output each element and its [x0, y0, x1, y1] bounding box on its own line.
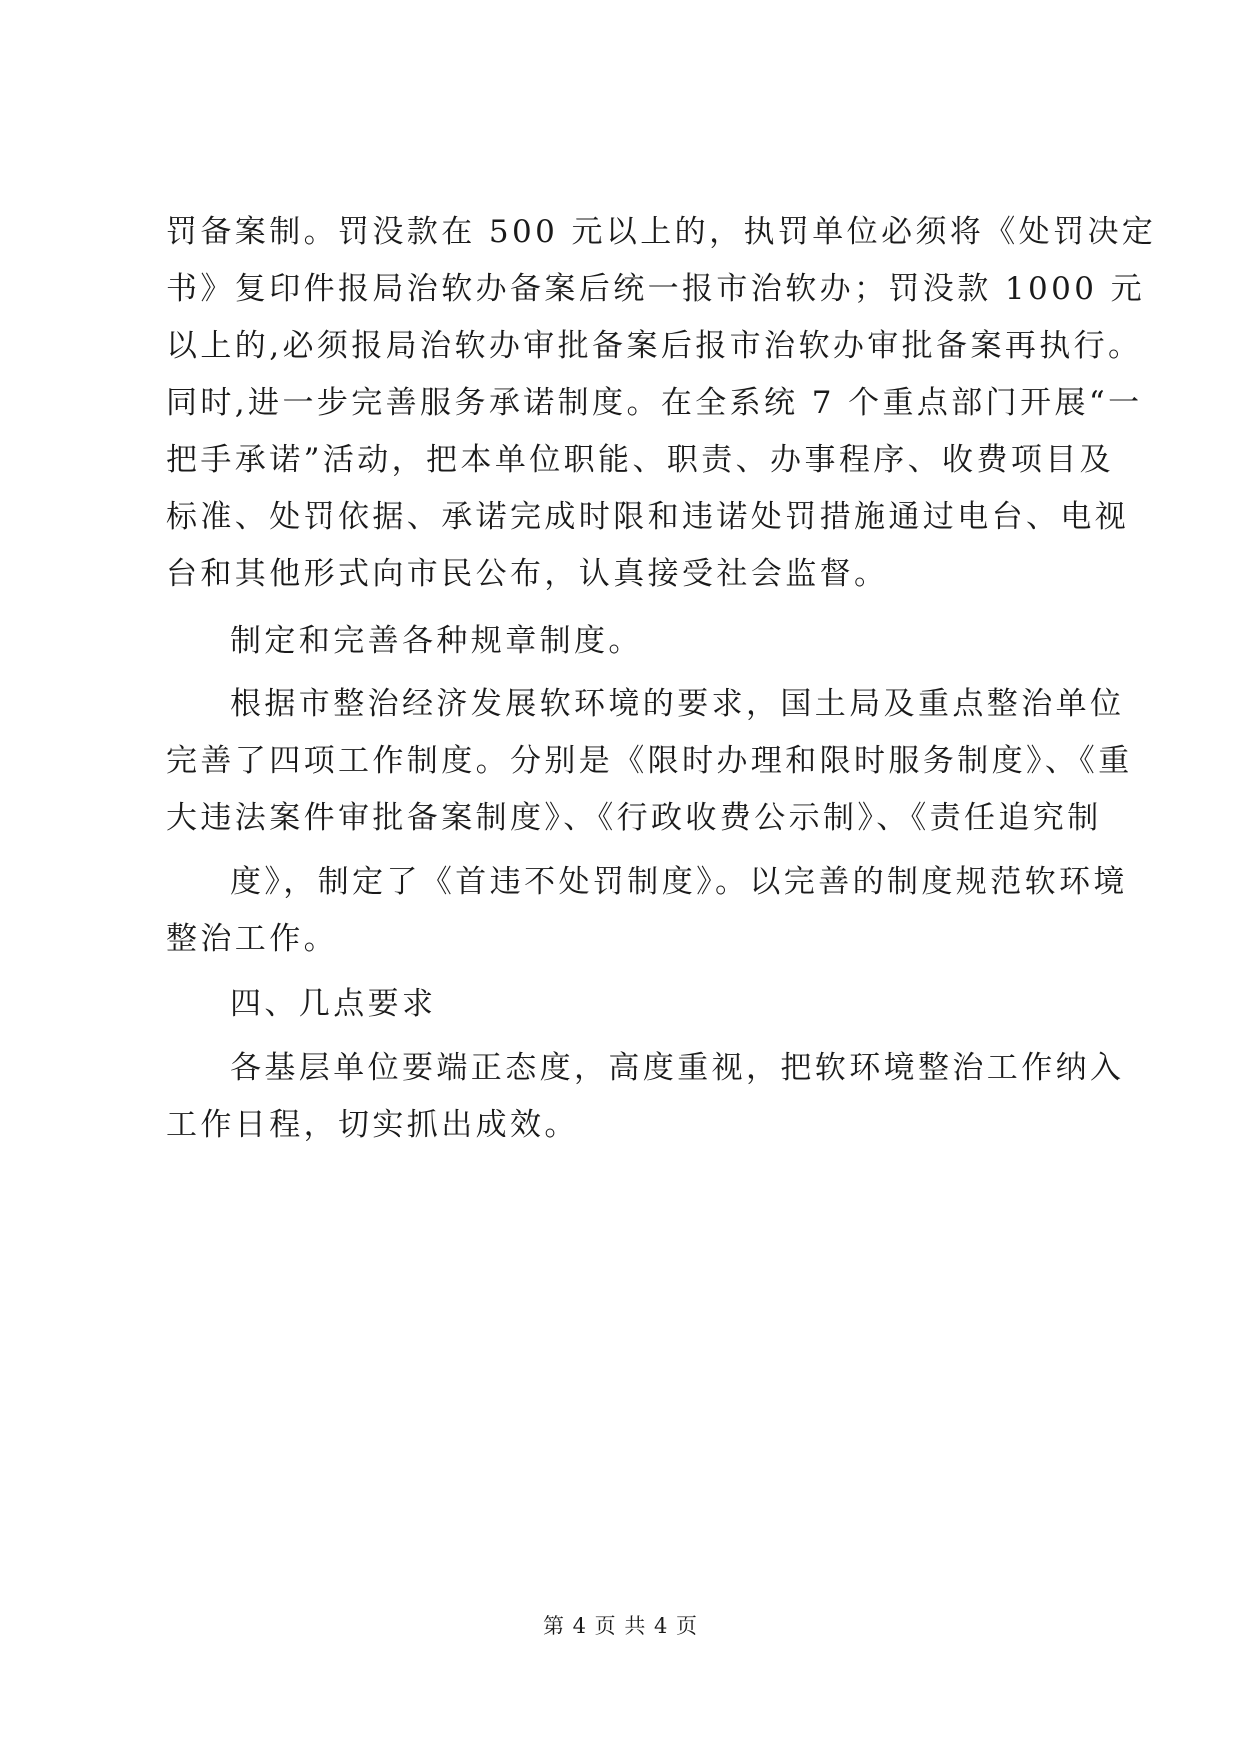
body-line-5: 把手承诺”活动，把本单位职能、职责、办事程序、收费项目及 — [166, 442, 1115, 478]
section-heading-requirements: 四、几点要求 — [230, 986, 437, 1022]
body-line-9: 根据市整治经济发展软环境的要求，国土局及重点整治单位 — [230, 686, 1125, 722]
body-line-12: 度》，制定了《首违不处罚制度》。以完善的制度规范软环境 — [230, 864, 1128, 900]
body-line-6: 标准、处罚依据、承诺完成时限和违诺处罚措施通过电台、电视 — [166, 499, 1130, 535]
page-number-footer: 第 4 页 共 4 页 — [542, 1614, 699, 1638]
body-line-13: 整治工作。 — [166, 921, 338, 957]
body-line-2: 书》复印件报局治软办备案后统一报市治软办；罚没款 1000 元 — [166, 271, 1145, 307]
body-line-4: 同时,进一步完善服务承诺制度。在全系统 7 个重点部门开展“一 — [166, 385, 1143, 421]
body-line-3: 以上的,必须报局治软办审批备案后报市治软办审批备案再执行。 — [166, 328, 1143, 364]
body-line-15: 各基层单位要端正态度，高度重视，把软环境整治工作纳入 — [230, 1050, 1125, 1086]
body-line-7: 台和其他形式向市民公布，认真接受社会监督。 — [166, 556, 889, 592]
body-line-1: 罚备案制。罚没款在 500 元以上的，执罚单位必须将《处罚决定 — [166, 214, 1157, 250]
paragraph-heading-regulations: 制定和完善各种规章制度。 — [230, 623, 643, 659]
body-line-16: 工作日程，切实抓出成效。 — [166, 1107, 579, 1143]
body-line-10: 完善了四项工作制度。分别是《限时办理和限时服务制度》、《重 — [166, 743, 1133, 779]
body-line-11: 大违法案件审批备案制度》、《行政收费公示制》、《责任追究制 — [166, 800, 1102, 836]
